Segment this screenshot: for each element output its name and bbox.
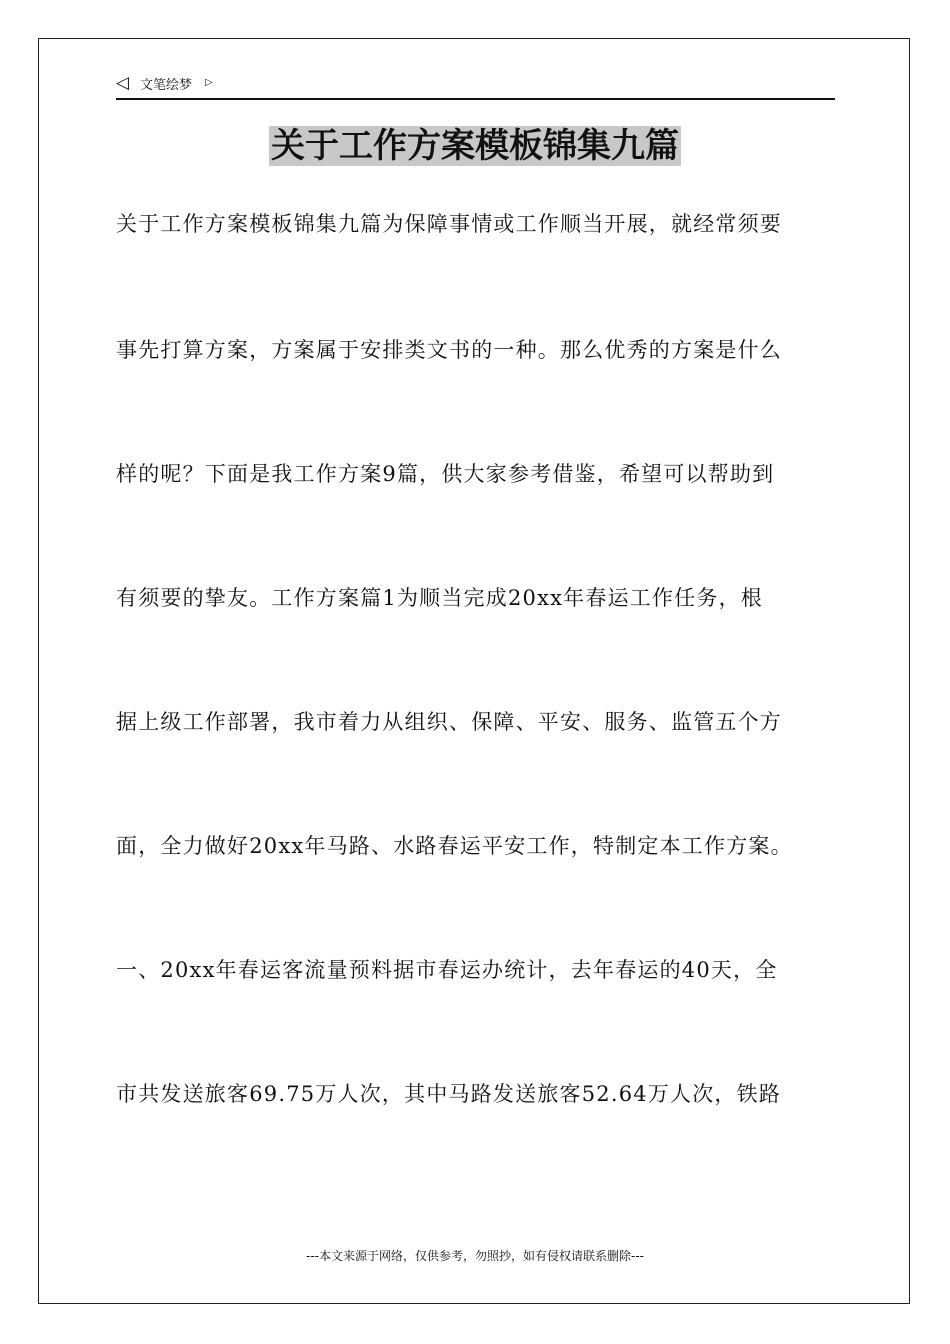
body-line: 有须要的挚友。工作方案篇1为顺当完成20xx年春运工作任务，根 — [116, 586, 763, 610]
document-title: 关于工作方案模板锦集九篇 — [271, 126, 679, 166]
triangle-right-icon: ▷ — [205, 77, 213, 88]
body-line: 面，全力做好20xx年马路、水路春运平安工作，特制定本工作方案。 — [116, 834, 793, 858]
header-brand: 文笔绘梦 — [140, 78, 193, 93]
triangle-left-icon: ◁ — [116, 73, 130, 93]
body-line: 一、20xx年春运客流量预料据市春运办统计，去年春运的40天，全 — [116, 958, 778, 982]
body-line: 样的呢？下面是我工作方案9篇，供大家参考借鉴，希望可以帮助到 — [116, 462, 775, 486]
body-line: 关于工作方案模板锦集九篇为保障事情或工作顺当开展，就经常须要 — [116, 212, 782, 236]
body-line: 市共发送旅客69.75万人次，其中马路发送旅客52.64万人次，铁路 — [116, 1082, 782, 1106]
body-line: 据上级工作部署，我市着力从组织、保障、平安、服务、监管五个方 — [116, 710, 782, 734]
document-title-container — [0, 126, 950, 166]
page-header — [116, 74, 835, 100]
body-line: 事先打算方案，方案属于安排类文书的一种。那么优秀的方案是什么 — [116, 338, 782, 362]
footer-disclaimer: ---本文来源于网络，仅供参考，勿照抄，如有侵权请联系删除--- — [306, 1249, 644, 1263]
